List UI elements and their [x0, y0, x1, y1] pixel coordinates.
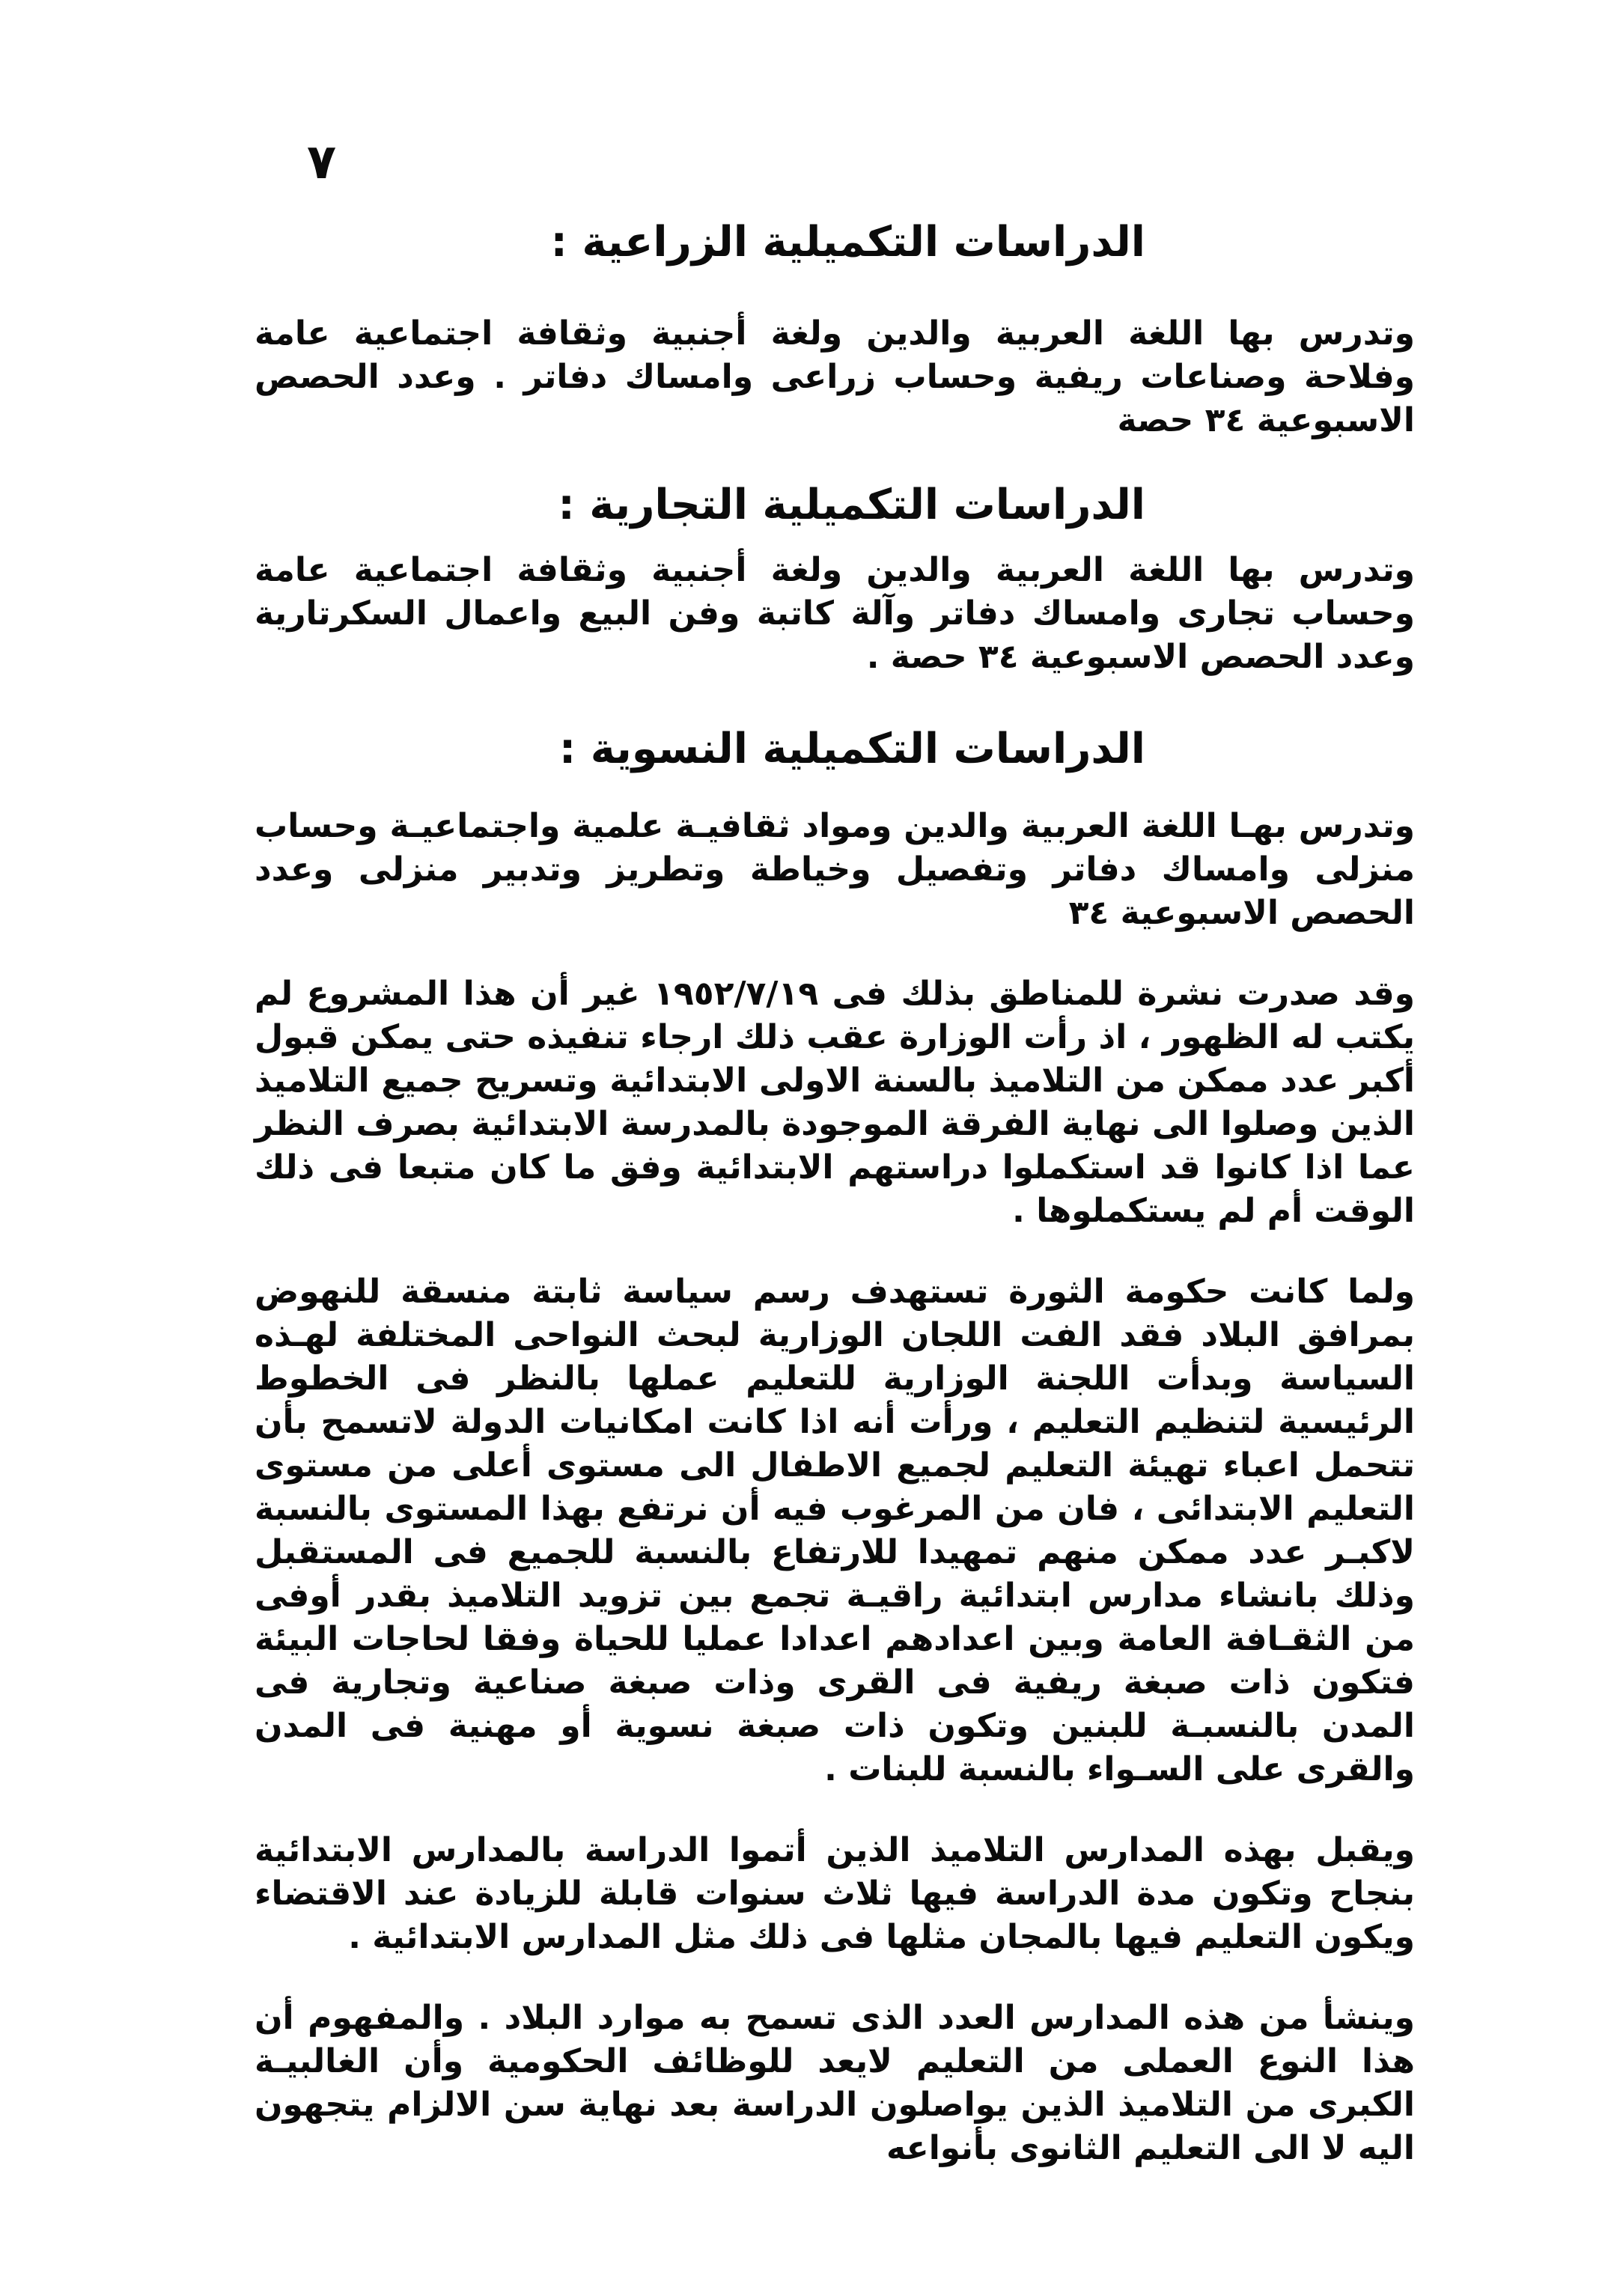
document-page — [255, 120, 1415, 2216]
page-number: ٧ — [307, 135, 337, 190]
heading-commercial-studies: الدراسات التكميلية التجارية : — [558, 481, 1145, 530]
paragraph-womens-studies: وتدرس بهـا اللغة العربية والدين ومواد ثقافيـة علمية واجتماعيـة وحساب منزلى وامساك دفاتر وتفصيل وخياطة وتطريز وتدبير منزلى وعدد الحصص الاسبوعية ٣٤ — [255, 806, 1415, 932]
paragraph-establishment: وينشأ من هذه المدارس العدد الذى تسمح به موارد البلاد . والمفهوم أن هذا النوع العملى من التعليم لايعد للوظائف الحكومية وأن الغالبيـة الكبرى من التلاميذ الذين يواصلون الدراسة بعد نهاية سن الالزام يتجهون اليه لا الى التعليم الثانوى بأنواعه — [255, 1998, 1415, 2167]
heading-womens-studies: الدراسات التكميلية النسوية : — [558, 725, 1145, 774]
paragraph-revolution-policy: ولما كانت حكومة الثورة تستهدف رسم سياسة ثابتة منسقة للنهوض بمرافق البلاد فقد الفت اللجان الوزارية لبحث النواحى المختلفة لهـذه السياسة وبدأت اللجنة الوزارية للتعليم عملها بالنظر فى الخطوط الرئيسية لتنظيم التعليم ، ورأت أنه اذا كانت امكانيات الدولة لاتسمح بأن تتحمل اعباء تهيئة التعليم لجميع الاطفال الى مستوى أعلى من مستوى التعليم الابتدائى ، فان من المرغوب فيه أن نرتفع بهذا المستوى بالنسبة لاكبـر عدد ممكن منهم تمهيدا للارتفاع بالنسبة للجميع فى المستقبل وذلك بانشاء مدارس ابتدائية راقيـة تجمع بين تزويد التلاميذ بقدر أوفى من الثقـافة العامة وبين اعدادهم اعدادا عمليا للحياة وفقا لحاجات البيئة فتكون ذات صبغة ريفية فى القرى وذات صبغة صناعية وتجارية فى المدن بالنسبـة للبنين وتكون ذات صبغة نسوية أو مهنية فى المدن والقرى على السـواء بالنسبة للبنات . — [255, 1272, 1415, 1788]
paragraph-admission: ويقبل بهذه المدارس التلاميذ الذين أتموا الدراسة بالمدارس الابتدائية بنجاح وتكون مدة الدراسة فيها ثلاث سنوات قابلة للزيادة عند الاقتضاء ويكون التعليم فيها بالمجان مثلها فى ذلك مثل المدارس الابتدائية . — [255, 1830, 1415, 1956]
heading-agricultural-studies: الدراسات التكميلية الزراعية : — [550, 218, 1145, 267]
paragraph-commercial-studies: وتدرس بها اللغة العربية والدين ولغة أجنبية وثقافة اجتماعية عامة وحساب تجارى وامساك دفاتر وآلة كاتبة وفن البيع واعمال السكرتارية وعدد الحصص الاسبوعية ٣٤ حصة . — [255, 551, 1415, 677]
paragraph-bulletin: وقد صدرت نشرة للمناطق بذلك فى ١٩٥٢/٧/١٩ غير أن هذا المشروع لم يكتب له الظهور ، اذ رأت الوزارة عقب ذلك ارجاء تنفيذه حتى يمكن قبول أكبر عدد ممكن من التلاميذ بالسنة الاولى الابتدائية وتسريح جميع التلاميذ الذين وصلوا الى نهاية الفرقة الموجودة بالمدرسة الابتدائية بصرف النظر عما اذا كانوا قد استكملوا دراستهم الابتدائية وفق ما كان متبعا فى ذلك الوقت أم لم يستكملوها . — [255, 974, 1415, 1230]
paragraph-agricultural-studies: وتدرس بها اللغة العربية والدين ولغة أجنبية وثقافة اجتماعية عامة وفلاحة وصناعات ريفية وحساب زراعى وامساك دفاتر . وعدد الحصص الاسبوعية ٣٤ حصة — [255, 314, 1415, 440]
